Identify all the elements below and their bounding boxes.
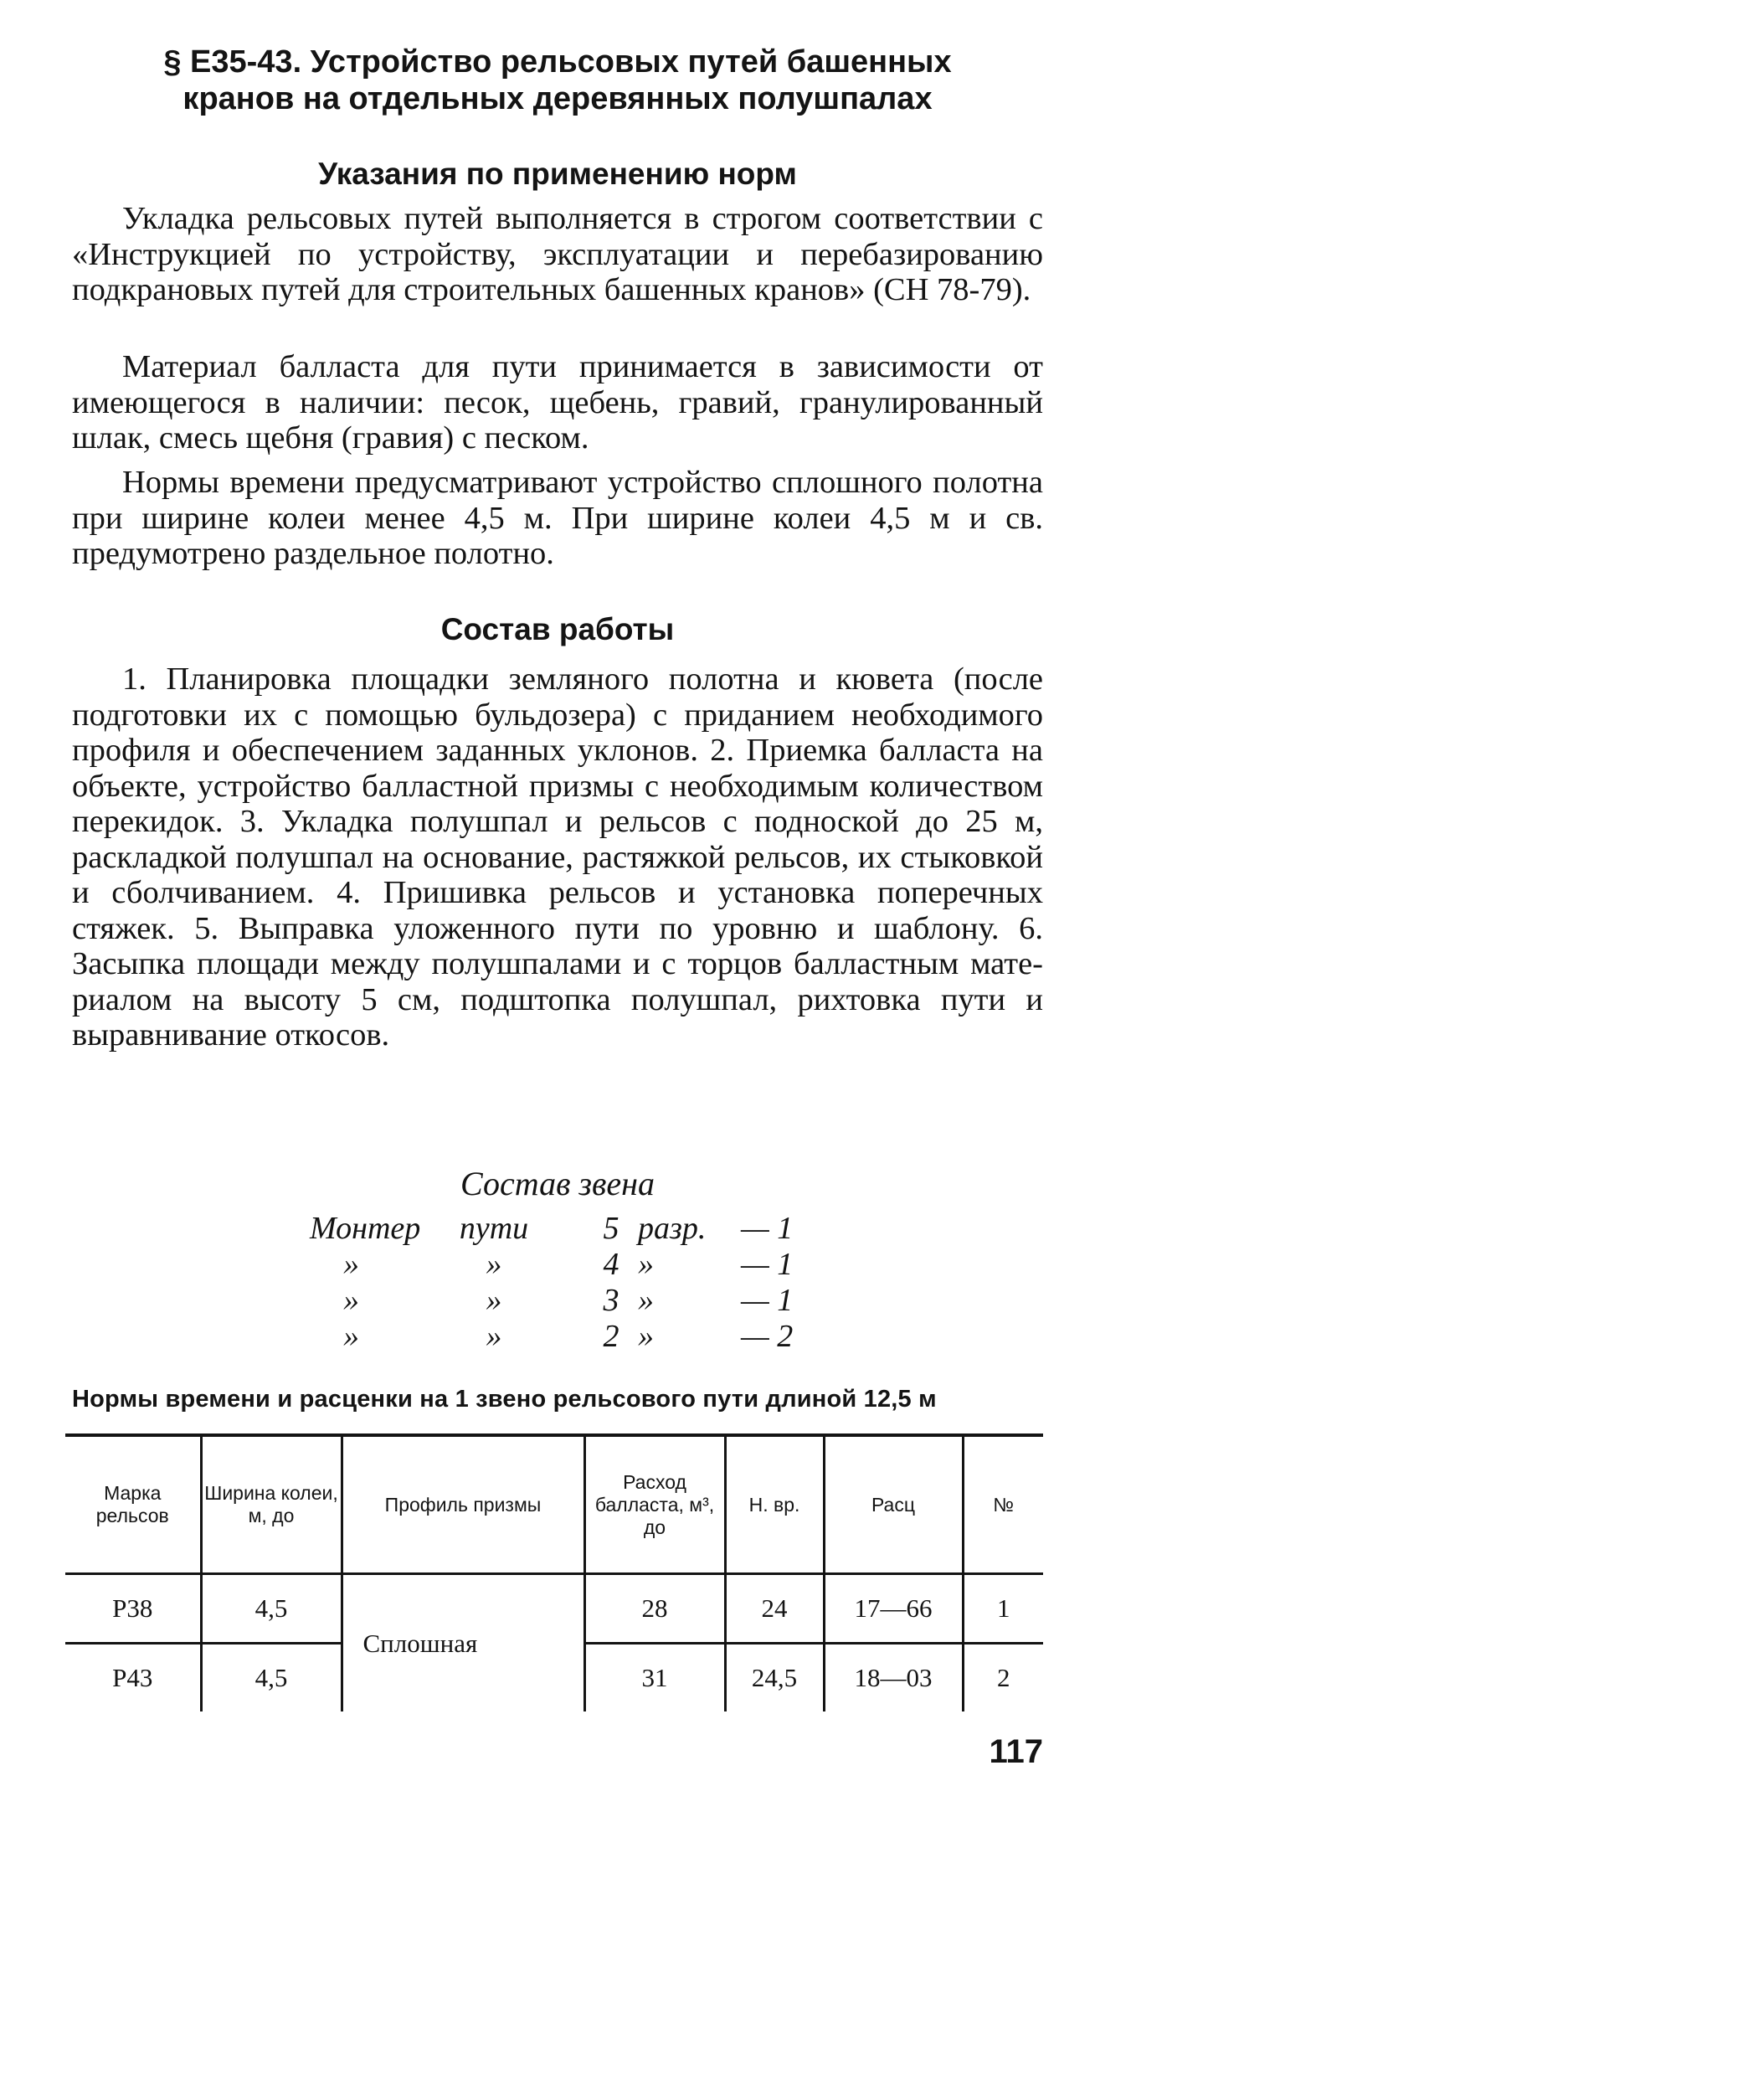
cell-rail-type: Р38: [65, 1574, 201, 1644]
brigade-heading: Состав звена: [460, 1165, 655, 1202]
brigade-profession: »: [343, 1319, 359, 1354]
brigade-count: — 2: [741, 1319, 794, 1354]
cell-time-norm: 24,5: [725, 1644, 824, 1712]
header-rate: Расц: [824, 1435, 963, 1574]
guidelines-paragraph-2: Материал балласта для пути принимается в зависимости от имеющегося в наличии: песок, щебень, гравий, гранулированный шлак, смесь щебня (гравия) с песком.: [72, 349, 1043, 456]
brigade-profession: Монтер: [310, 1211, 421, 1246]
header-time-norm: Н. вр.: [725, 1435, 824, 1574]
work-heading: Состав работы: [440, 612, 675, 646]
cell-rate: 18—03: [824, 1644, 963, 1712]
brigade-profession: »: [343, 1283, 359, 1318]
brigade-count: — 1: [741, 1247, 794, 1282]
brigade-grade: 4: [603, 1247, 619, 1282]
section-title-line-2: кранов на отдельных деревянных полушпалах: [182, 81, 933, 116]
cell-rail-type: Р43: [112, 1663, 153, 1692]
cell-time-norm: 24: [725, 1574, 824, 1644]
norms-table: [65, 1433, 1043, 1711]
brigade-profession-2: »: [486, 1283, 502, 1318]
cell-number: 2: [963, 1644, 1043, 1712]
brigade-row: [310, 1283, 812, 1319]
header-rail-type: Марка рельсов: [65, 1435, 201, 1574]
table-header-row: [65, 1435, 1043, 1574]
section-title-line-1: § Е35-43. Устройство рельсовых путей башенных: [163, 44, 952, 80]
brigade-grade: 2: [603, 1319, 619, 1354]
brigade-unit: »: [638, 1247, 654, 1282]
brigade-unit: »: [638, 1319, 654, 1354]
brigade-row: [310, 1211, 812, 1247]
table-caption: Нормы времени и расценки на 1 звено рельсового пути длиной 12,5 м: [72, 1386, 937, 1413]
brigade-unit: разр.: [638, 1211, 707, 1246]
header-number: №: [963, 1435, 1043, 1574]
guidelines-paragraph-1: Укладка рельсовых путей выполняется в строгом соответствии с «Инструкцией по устройству, эксплуатации и перебазированию подкрановых путей для строительных башенных кранов» (СН 78-79).: [72, 201, 1043, 307]
brigade-unit: »: [638, 1283, 654, 1318]
brigade-profession: »: [343, 1247, 359, 1282]
cell-ballast: 28: [584, 1574, 725, 1644]
brigade-profession-2: »: [486, 1247, 502, 1282]
cell-ballast: 31: [584, 1644, 725, 1712]
cell-gauge: 4,5: [201, 1644, 342, 1712]
header-ballast: Расход балласта, м³, до: [584, 1435, 725, 1574]
cell-profile: Сплошная: [342, 1574, 584, 1712]
brigade-profession-2: пути: [459, 1211, 529, 1246]
guidelines-heading: Указания по применению норм: [318, 157, 797, 191]
section-title: [72, 44, 1043, 117]
table-row: [65, 1574, 1043, 1644]
cell-rate: 17—66: [824, 1574, 963, 1644]
brigade-grade: 5: [603, 1211, 619, 1246]
brigade-row: [310, 1247, 812, 1283]
brigade-row: [310, 1319, 812, 1355]
cell-number: 1: [963, 1574, 1043, 1644]
header-profile: Профиль призмы: [342, 1435, 584, 1574]
brigade-count: — 1: [741, 1283, 794, 1318]
brigade-count: — 1: [741, 1211, 794, 1246]
page-number: 117: [989, 1733, 1043, 1770]
brigade-profession-2: »: [486, 1319, 502, 1354]
brigade-list: [310, 1211, 812, 1355]
brigade-grade: 3: [603, 1283, 619, 1318]
cell-gauge: 4,5: [201, 1574, 342, 1644]
work-description: 1. Планировка площадки земляного полотна и кювета (после подготовки их с помощью бульдозера) с приданием необходимого профиля и обеспечением заданных уклонов. 2. Приемка балласта на объекте, устройство балластной призмы с необходимым количеством перекидок. 3. Укладка полушпал и рельсов с подноской до 25 м, раскладкой полушпал на основание, растяжкой рельсов, их стыковкой и сболчиванием. 4. Пришивка рельсов и установка поперечных стяжек. 5. Выправка уложенного пути по уровню и шаблону. 6. Засыпка площади между полушпалами и с торцов балластным материалом на высоту 5 см, подштопка полушпал, рихтовка пути и выравнивание откосов.: [72, 661, 1043, 1053]
guidelines-paragraph-3: Нормы времени предусматривают устройство сплошного полотна при ширине колеи менее 4,5 м. При ширине колеи 4,5 м и св. предумотрено раздельное полотно.: [72, 465, 1043, 571]
header-gauge: Ширина колеи, м, до: [201, 1435, 342, 1574]
